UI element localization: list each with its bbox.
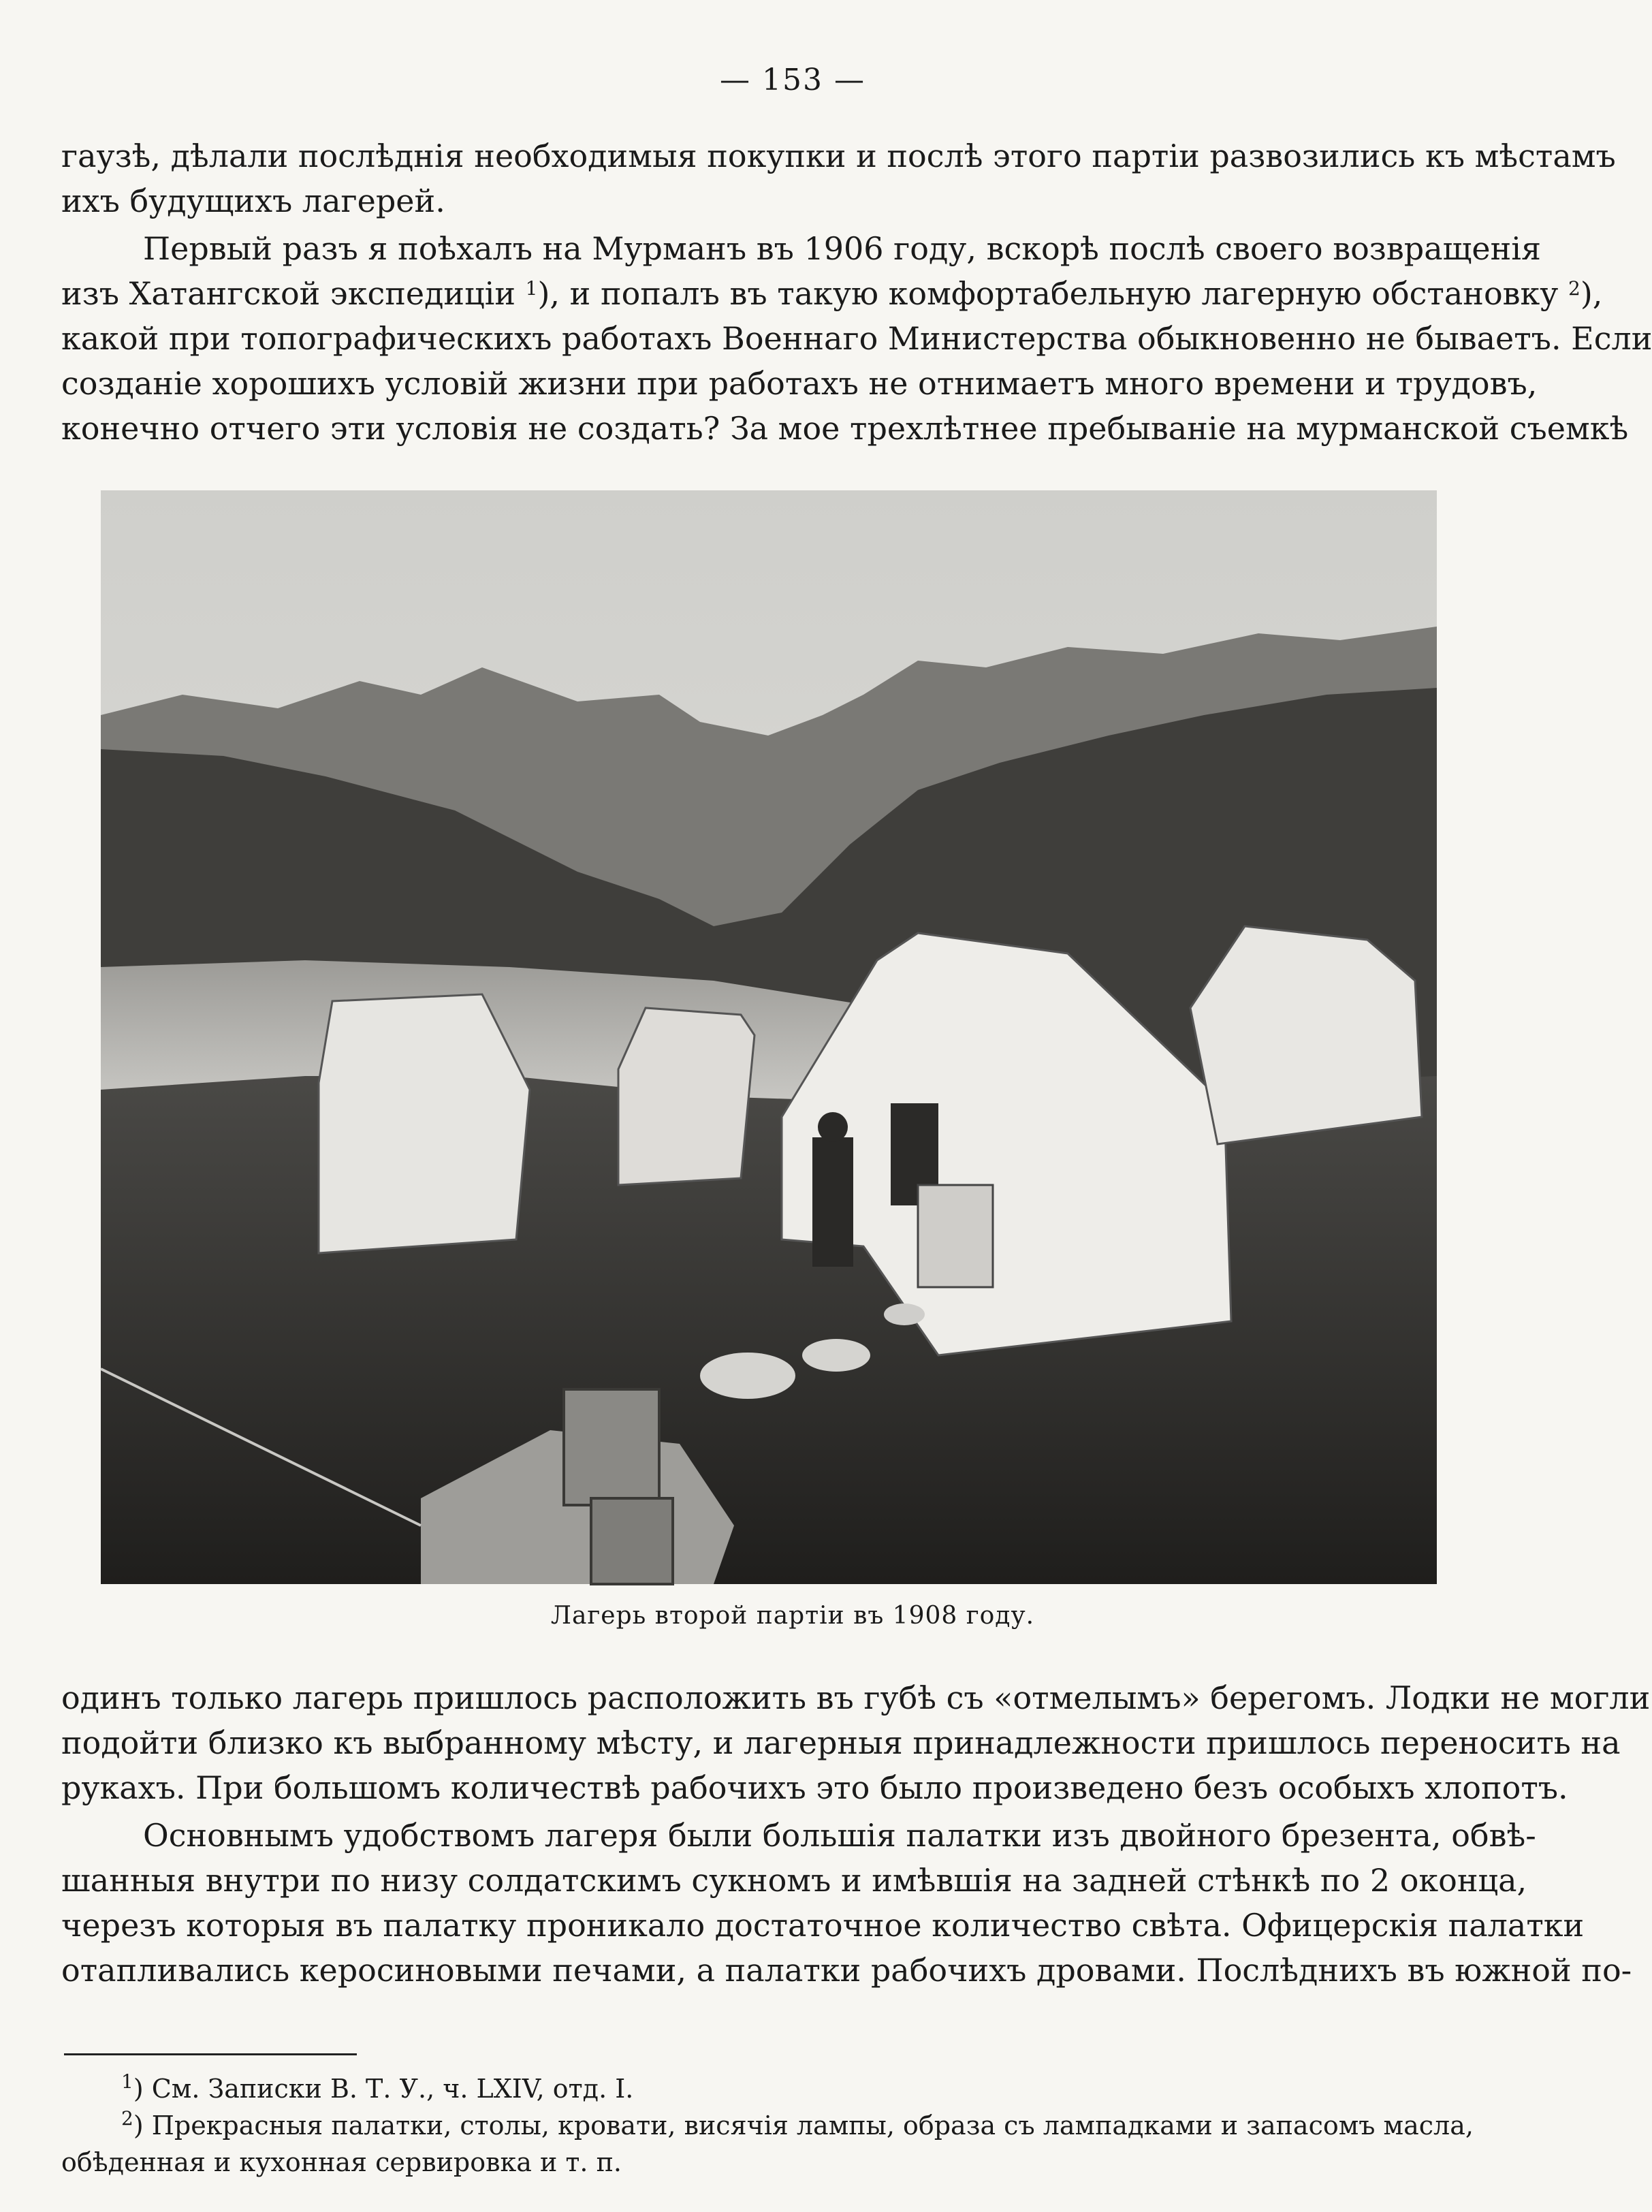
figure-standing: [812, 1137, 853, 1267]
ground: [101, 1076, 1437, 1584]
photo-caption: Лагерь второй партіи въ 1908 году.: [550, 1602, 1035, 1630]
text-line: какой при топографическихъ работахъ Военнаго Министерства обыкновенно не бываетъ. Если: [61, 320, 1652, 357]
text-line: рукахъ. При большомъ количествѣ рабочихъ это было произведено безъ особыхъ хлопотъ.: [61, 1769, 1568, 1806]
text-line: конечно отчего эти условія не создать? За мое трехлѣтнее пребываніе на мурманской съемкѣ: [61, 410, 1629, 447]
footnote-marker: 1: [121, 2070, 133, 2093]
footnote-text: ) Прекрасныя палатки, столы, кровати, висячія лампы, образа съ лампадками и запасомъ масла,: [133, 2111, 1474, 2140]
text-segment: ),: [1580, 275, 1603, 312]
text-line: подойти близко къ выбранному мѣсту, и лагерныя принадлежности пришлось переносить на: [61, 1724, 1621, 1761]
text-line: созданіе хорошихъ условій жизни при работахъ не отнимаетъ много времени и трудовъ,: [61, 365, 1538, 402]
stone: [884, 1304, 925, 1325]
footnote-2: [61, 2107, 1519, 2144]
text-line: ихъ будущихъ лагерей.: [61, 183, 445, 219]
text-line: черезъ которыя въ палатку проникало достаточное количество свѣта. Офицерскія палатки: [61, 1907, 1585, 1944]
footnotes: [61, 2070, 1519, 2181]
text-line: гаузѣ, дѣлали послѣднія необходимыя покупки и послѣ этого партіи развозились къ мѣстамъ: [61, 138, 1616, 174]
footnote-ref: 2: [1568, 277, 1580, 300]
footnote-2-continued: обѣденная и кухонная сервировка и т. п.: [61, 2147, 622, 2177]
text-segment: изъ Хатангской экспедиціи: [61, 275, 526, 312]
text-line: одинъ только лагерь пришлось расположить въ губѣ съ «отмелымъ» берегомъ. Лодки не могли: [61, 1679, 1651, 1716]
stove-barrel: [591, 1498, 673, 1584]
paragraph-third: [61, 1675, 1651, 1810]
paragraph-second: [61, 226, 1652, 451]
stone: [700, 1353, 795, 1399]
text-line: [61, 271, 1603, 316]
text-line: Основнымъ удобствомъ лагеря были большія палатки изъ двойного брезента, обвѣ-: [143, 1817, 1536, 1854]
footnote-text: ) См. Записки В. Т. У., ч. LXIV, отд. I.: [133, 2074, 634, 2104]
tent-left: [319, 994, 530, 1253]
crate: [918, 1185, 993, 1287]
paragraph-top: [61, 133, 1616, 223]
text-line: Первый разъ я поѣхалъ на Мурманъ въ 1906 году, вскорѣ послѣ своего возвращенія: [143, 230, 1542, 267]
text-line: шанныя внутри по низу солдатскимъ сукномъ и имѣвшія на задней стѣнкѣ по 2 оконца,: [61, 1862, 1527, 1899]
text-line: отапливались керосиновыми печами, а палатки рабочихъ дровами. Послѣднихъ въ южной по-: [61, 1952, 1632, 1989]
footnote-ref: 1: [525, 277, 538, 300]
footnote-marker: 2: [121, 2107, 133, 2130]
tent-right: [1190, 926, 1422, 1144]
camp-photograph: [101, 490, 1437, 1584]
stone: [802, 1339, 870, 1372]
figure-head: [818, 1112, 848, 1142]
stove-barrel: [564, 1389, 659, 1505]
page-number: — 153 —: [720, 63, 865, 97]
tent-middle: [618, 1008, 754, 1185]
paragraph-fourth: [61, 1813, 1632, 1993]
footnote-divider: [64, 2053, 357, 2055]
text-segment: ), и попалъ въ такую комфортабельную лагерную обстановку: [537, 275, 1568, 312]
footnote-1: [61, 2070, 1519, 2107]
